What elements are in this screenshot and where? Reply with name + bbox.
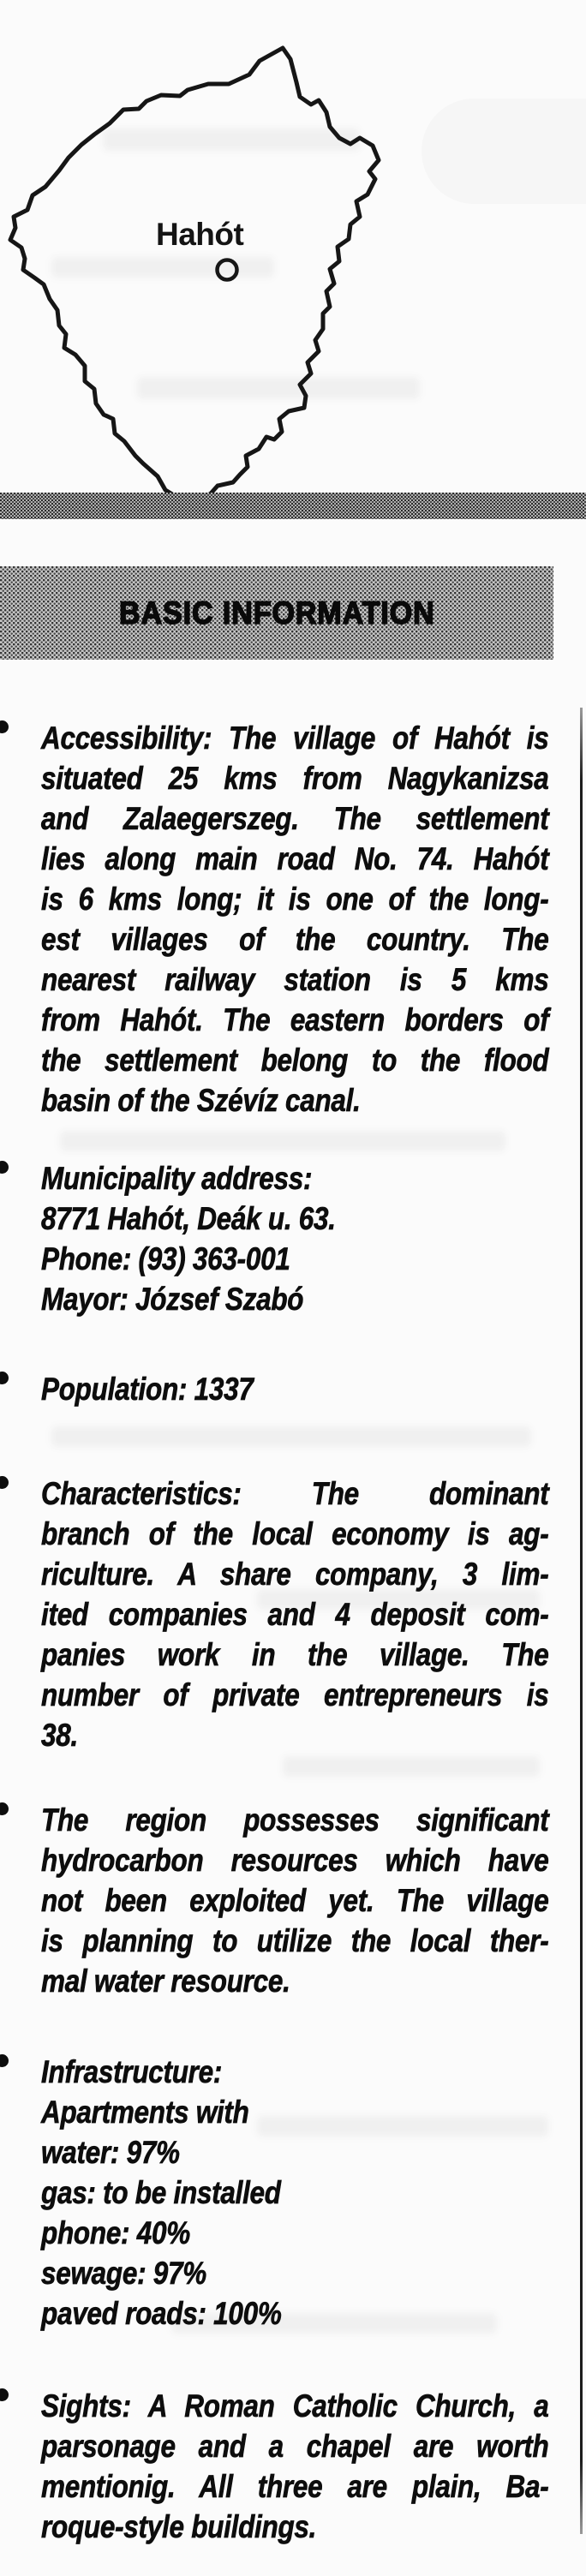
section-text	[41, 1473, 548, 1755]
bullet-icon	[0, 1476, 9, 1489]
text-line: gas: to be installed	[41, 2175, 281, 2210]
text-line: Apartments with	[41, 2095, 249, 2130]
bullet-icon	[0, 720, 9, 733]
text-line: Characteristics: The dominant	[41, 1476, 549, 1511]
text-line: parsonage and a chapel are worth	[41, 2429, 549, 2464]
text-line: mentionig. All three are plain, Ba-	[41, 2469, 549, 2504]
text-line: not been exploited yet. The village	[41, 1883, 549, 1918]
text-line: ited companies and 4 deposit com-	[41, 1597, 549, 1632]
text-line: paved roads: 100%	[41, 2296, 282, 2331]
text-line: Municipality address:	[41, 1161, 313, 1196]
text-line: Population: 1337	[41, 1372, 254, 1407]
text-line: roque-style buildings.	[41, 2509, 317, 2544]
bullet-icon	[0, 1372, 9, 1384]
text-line: from Hahót. The eastern borders of	[41, 1002, 549, 1037]
text-line: 8771 Hahót, Deák u. 63.	[41, 1201, 336, 1236]
text-line: basin of the Szévíz canal.	[41, 1083, 361, 1118]
text-line: branch of the local economy is ag-	[41, 1516, 549, 1551]
text-line: The region possesses significant	[41, 1802, 549, 1838]
text-line: hydrocarbon resources which have	[41, 1843, 549, 1878]
text-line: phone: 40%	[41, 2215, 190, 2250]
bullet-icon	[0, 2388, 9, 2401]
text-line: mal water resource.	[41, 1963, 290, 1999]
text-line: and Zalaegerszeg. The settlement	[41, 801, 549, 836]
map-label: Hahót	[156, 217, 244, 252]
text-line: Accessibility: The village of Hahót is	[41, 720, 549, 756]
text-line: situated 25 kms from Nagykanizsa	[41, 761, 549, 796]
text-line: riculture. A share company, 3 lim-	[41, 1557, 549, 1592]
section-text	[41, 1369, 548, 1409]
section-text	[41, 718, 548, 1121]
text-line: nearest railway station is 5 kms	[41, 962, 549, 997]
text-line: 38.	[41, 1718, 78, 1753]
section-text	[41, 1158, 548, 1319]
text-line: Phone: (93) 363-001	[41, 1241, 290, 1276]
text-line: panies work in the village. The	[41, 1637, 549, 1672]
page-title: BASIC INFORMATION	[118, 595, 435, 631]
text-line: water: 97%	[41, 2135, 180, 2170]
text-line: is 6 kms long; it is one of the long-	[41, 882, 549, 917]
text-line: lies along main road No. 74. Hahót	[41, 841, 549, 876]
text-line: is planning to utilize the local ther-	[41, 1923, 549, 1958]
text-line: sewage: 97%	[41, 2256, 206, 2291]
text-line: est villages of the country. The	[41, 922, 549, 957]
text-line: the settlement belong to the flood	[41, 1043, 549, 1078]
bullet-icon	[0, 1802, 9, 1815]
section-text	[41, 1800, 548, 2001]
section-text	[41, 2052, 548, 2334]
bullet-icon	[0, 1161, 9, 1174]
text-line: number of private entrepreneurs is	[41, 1677, 549, 1712]
section-text	[41, 2386, 548, 2547]
text-line: Mayor: József Szabó	[41, 1282, 304, 1317]
bullet-icon	[0, 2054, 9, 2067]
text-line: Sights: A Roman Catholic Church, a	[41, 2388, 549, 2424]
text-line: Infrastructure:	[41, 2054, 223, 2089]
